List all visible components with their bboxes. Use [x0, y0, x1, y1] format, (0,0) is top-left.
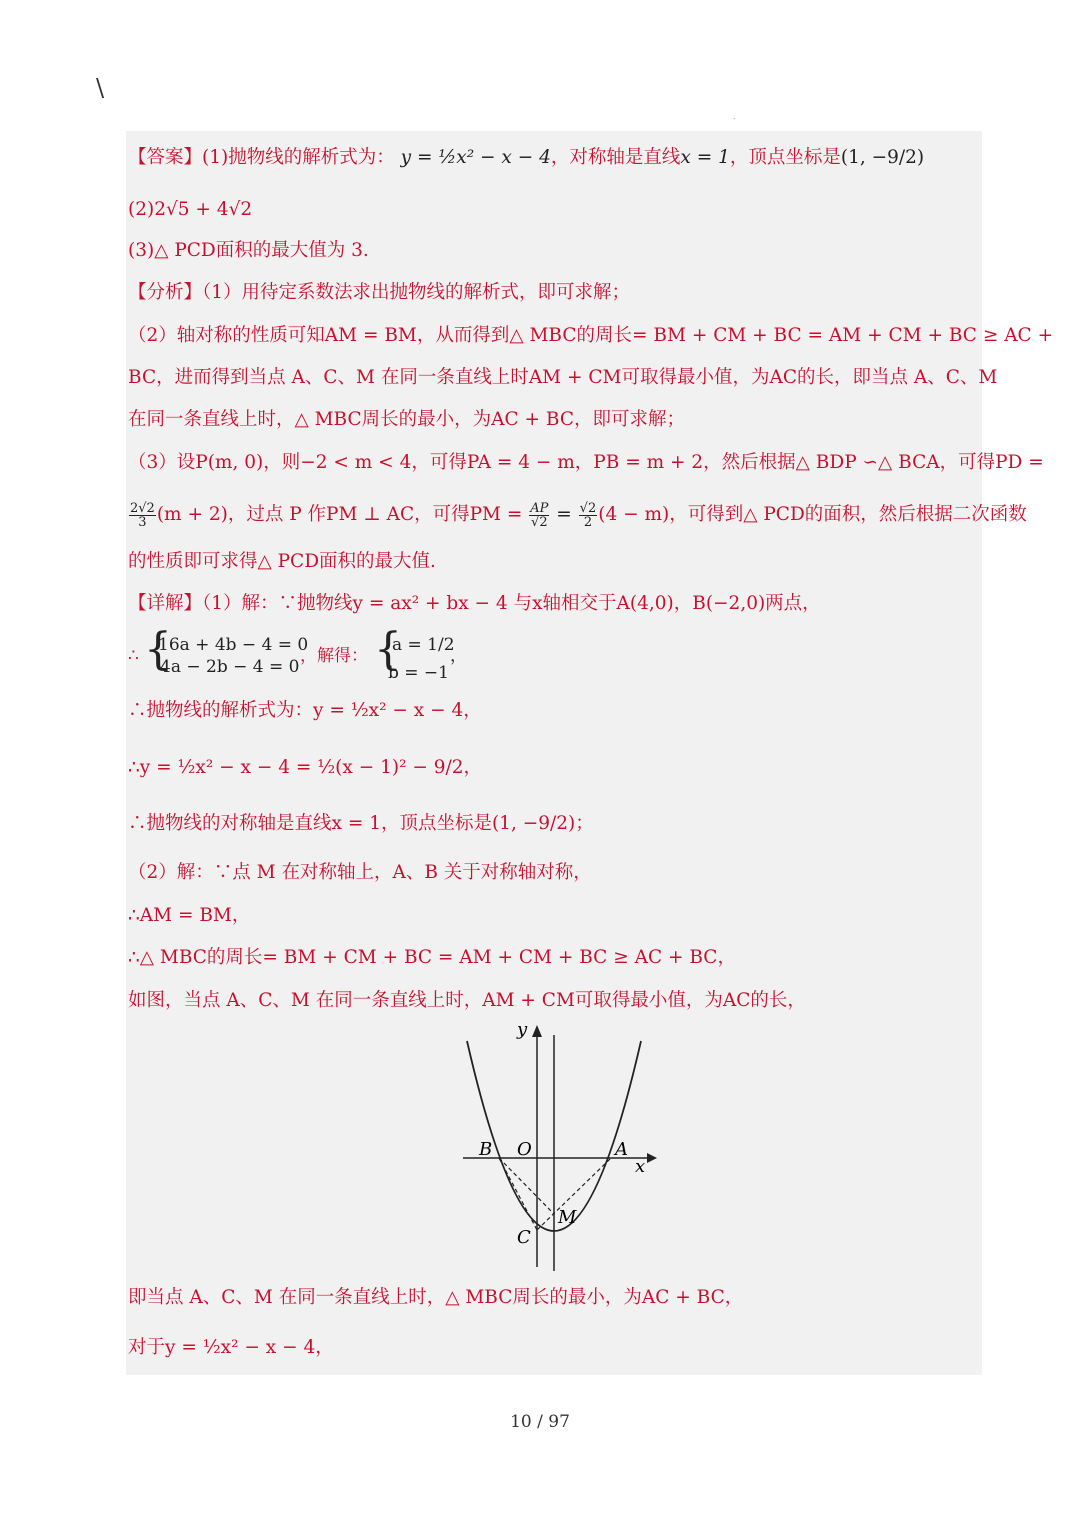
detail-line-4: ∴y = ½x² − x − 4 = ½(x − 1)² − 9/2， — [128, 757, 483, 778]
segment-bm — [499, 1158, 554, 1214]
page-number: 10 / 97 — [510, 1412, 570, 1432]
analysis-tag: 【分析】 — [128, 282, 203, 303]
therefore-symbol: ∴ — [128, 646, 139, 666]
answer-p1-mid: ，对称轴是直线 — [550, 147, 681, 168]
label-x: x — [635, 1156, 646, 1177]
label-m: M — [558, 1207, 577, 1228]
answer-tag: 【答案】 — [128, 147, 203, 168]
tiny-mark: . — [733, 112, 736, 121]
analysis-line-4: 在同一条直线上时，△ MBC周长的最小，为AC + BC，即可求解； — [128, 409, 686, 430]
label-a: A — [615, 1139, 628, 1160]
label-y: y — [517, 1019, 528, 1040]
system-1-row-1: 16a + 4b − 4 = 0 — [158, 635, 309, 655]
answer-p3-text: △ PCD面积的最大值为 3. — [154, 240, 369, 261]
answer-p1-vertex-label: ，顶点坐标是 — [729, 147, 841, 168]
system-comma: ， — [450, 646, 467, 666]
label-b: B — [479, 1139, 493, 1160]
detail-line-5: ∴抛物线的对称轴是直线x = 1，顶点坐标是(1, −9/2)； — [128, 813, 594, 834]
x-axis-arrow — [647, 1153, 657, 1163]
detail-l1: （1）解：∵抛物线y = ax² + bx − 4 与x轴相交于A(4,0)，B(−2,0)两点， — [202, 593, 821, 614]
answer-p1-label: (1)抛物线的解析式为： — [202, 147, 395, 168]
answer-p1-vertex: (1, −9/2) — [840, 147, 925, 168]
parabola-figure — [455, 1015, 665, 1275]
analysis-line-1 — [128, 280, 982, 306]
analysis-line-2: （2）轴对称的性质可知AM = BM，从而得到△ MBC的周长= BM + CM + BC = AM + CM + BC ≥ AC + — [128, 325, 1054, 346]
detail-line-11: 对于y = ½x² − x − 4， — [128, 1337, 334, 1358]
detail-line-8: ∴△ MBC的周长= BM + CM + BC = AM + CM + BC ≥ AC + BC， — [128, 947, 736, 968]
system-1-row-2: 4a − 2b − 4 = 0 — [160, 657, 300, 677]
fraction-root2-over-2: $\frac{√2}{2}$ — [579, 500, 597, 530]
answer-line-3 — [128, 238, 982, 264]
detail-line-7: ∴AM = BM， — [128, 905, 251, 926]
system-2-row-2: b = −1 — [388, 663, 449, 683]
detail-line-3: ∴抛物线的解析式为：y = ½x² − x − 4， — [128, 700, 482, 721]
analysis-l6-b: (4 − m)，可得到△ PCD的面积，然后根据二次函数 — [598, 504, 1027, 525]
detail-line-10: 即当点 A、C、M 在同一条直线上时，△ MBC周长的最小，为AC + BC， — [128, 1287, 744, 1308]
analysis-line-6: $\frac{2√2}{3}$ (m + 2)，过点 P 作PM ⊥ AC，可得PM = $\frac{AP}{√2}$ = $\frac{√2}{2}$ (4 − m)，可得到△ PCD的面积，然后根据二次函数 — [130, 500, 1027, 530]
y-axis-arrow — [532, 1025, 542, 1037]
analysis-line-5: （3）设P(m, 0)，则−2 < m < 4，可得PA = 4 − m，PB = m + 2，然后根据△ BDP ∽△ BCA，可得PD = — [128, 452, 1044, 473]
system-brace-1: { — [144, 624, 172, 675]
label-c: C — [517, 1227, 531, 1248]
answer-p1-equation-text: y = ½x² − x − 4 — [400, 147, 551, 168]
fraction-ap-over-root2: $\frac{AP}{√2}$ — [530, 500, 549, 530]
detail-tag: 【详解】 — [128, 593, 203, 614]
system-2-row-1: a = 1/2 — [392, 635, 455, 655]
answer-p1-equation — [401, 147, 551, 168]
analysis-l1: （1）用待定系数法求出抛物线的解析式，即可求解； — [202, 282, 631, 303]
analysis-l6-a: (m + 2)，过点 P 作PM ⊥ AC，可得PM = — [156, 504, 529, 525]
system-brace-2: { — [374, 624, 402, 675]
detail-line-1 — [128, 591, 982, 617]
answer-p3-label: (3) — [128, 240, 155, 261]
analysis-line-7: 的性质即可求得△ PCD面积的最大值. — [128, 551, 436, 572]
answer-line-2: (2)2√5 + 4√2 — [128, 199, 253, 220]
detail-solve-label: ，解得： — [300, 646, 368, 666]
detail-line-6: （2）解：∵点 M 在对称轴上，A、B 关于对称轴对称， — [128, 862, 592, 883]
fraction-2root2-over-3: $\frac{2√2}{3}$ — [130, 500, 155, 530]
corner-mark: \ — [96, 74, 105, 102]
answer-line-1 — [128, 145, 982, 171]
label-o: O — [517, 1139, 532, 1160]
analysis-line-3: BC，进而得到当点 A、C、M 在同一条直线上时AM + CM可取得最小值，为AC的长，即当点 A、C、M — [128, 367, 998, 388]
answer-p1-axis: x = 1 — [680, 147, 730, 168]
detail-line-9: 如图，当点 A、C、M 在同一条直线上时，AM + CM可取得最小值，为AC的长， — [128, 990, 806, 1011]
